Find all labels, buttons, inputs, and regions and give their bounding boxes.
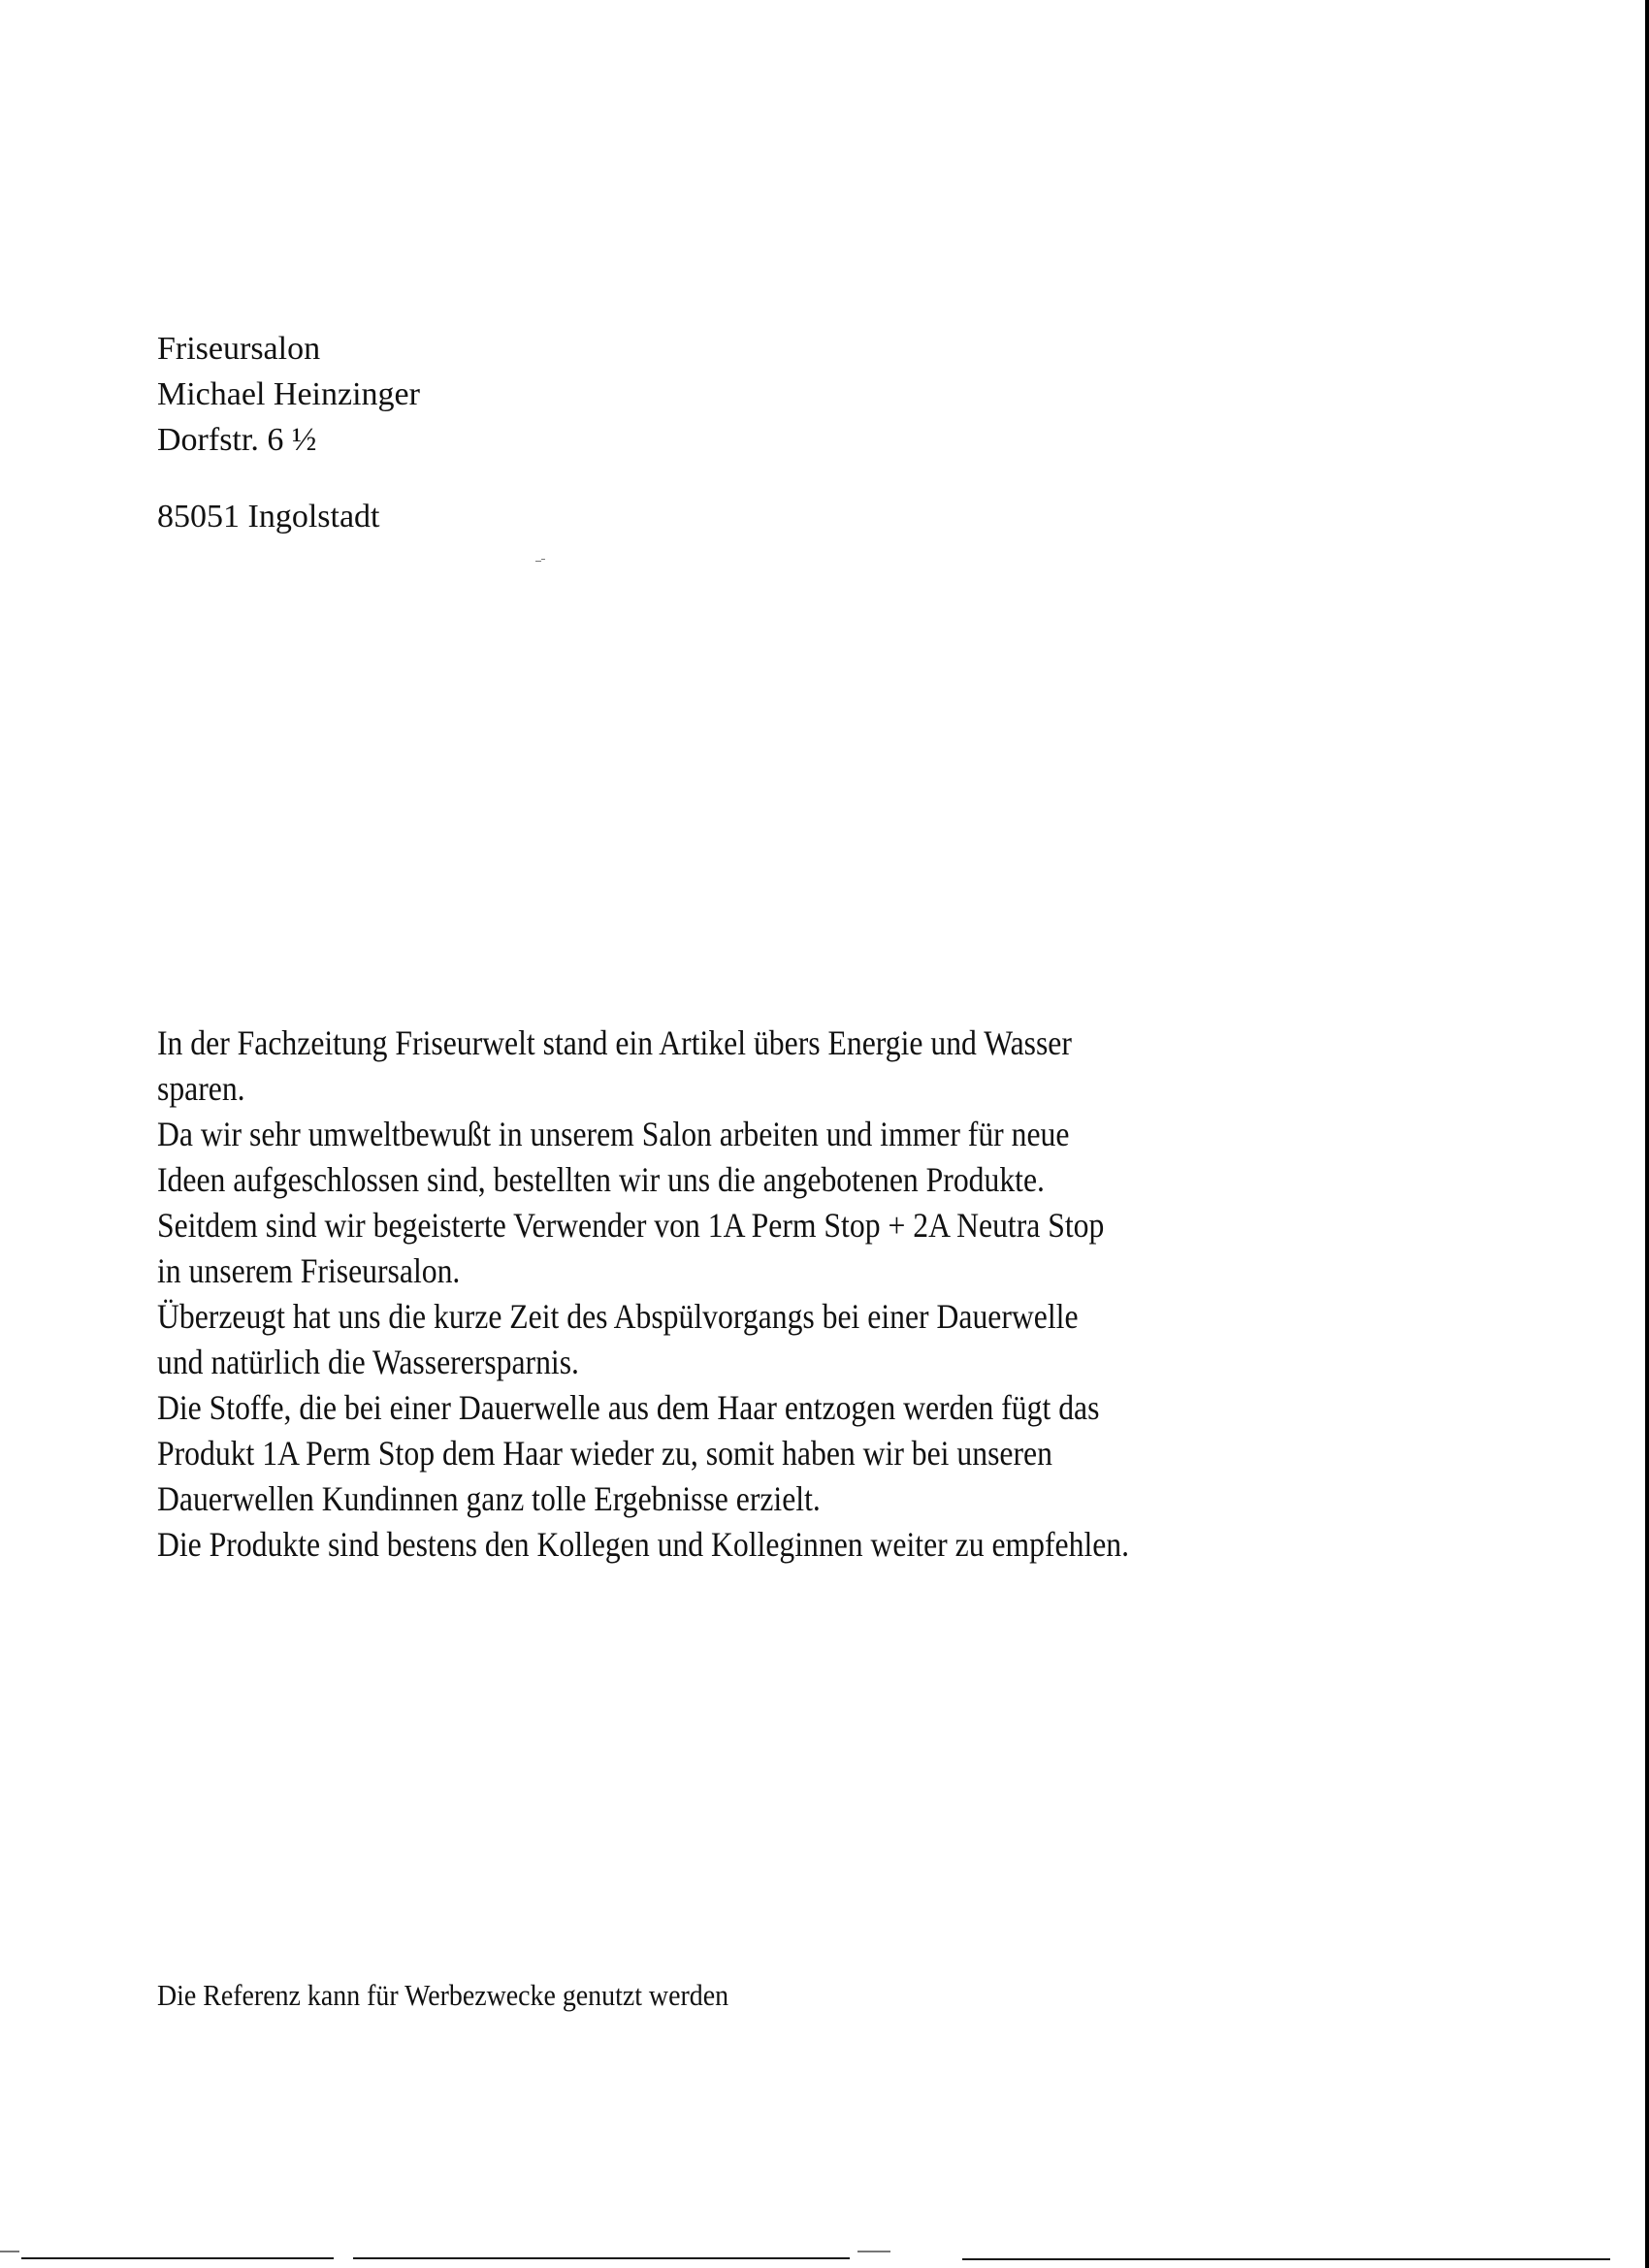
scan-speck	[541, 559, 545, 560]
address-line-owner: Michael Heinzinger	[157, 376, 420, 412]
scan-artifact-line	[21, 2257, 334, 2259]
scan-speck	[0, 2251, 19, 2252]
body-line: Dauerwellen Kundinnen ganz tolle Ergebnisse erzielt.	[157, 1479, 821, 1518]
body-line: Die Produkte sind bestens den Kollegen und Kolleginnen weiter zu empfehlen.	[157, 1525, 1130, 1564]
footer-note: Die Referenz kann für Werbezwecke genutzt werden	[157, 1978, 729, 2012]
scan-artifact-line	[353, 2257, 850, 2259]
body-line: In der Fachzeitung Friseurwelt stand ein Artikel übers Energie und Wasser	[157, 1023, 1072, 1062]
body-line: und natürlich die Wasserersparnis.	[157, 1343, 579, 1381]
address-spacer	[157, 463, 420, 494]
body-line: Ideen aufgeschlossen sind, bestellten wir uns die angebotenen Produkte.	[157, 1160, 1045, 1199]
letter-body	[157, 1021, 1540, 1568]
body-line: Seitdem sind wir begeisterte Verwender von 1A Perm Stop + 2A Neutra Stop	[157, 1206, 1105, 1245]
body-line: sparen.	[157, 1069, 245, 1108]
body-line: Überzeugt hat uns die kurze Zeit des Abspülvorgangs bei einer Dauerwelle	[157, 1297, 1079, 1336]
address-line-street: Dorfstr. 6 ½	[157, 422, 317, 458]
scan-speck	[535, 561, 541, 562]
scan-edge-border	[1645, 0, 1649, 2268]
body-line: Da wir sehr umweltbewußt in unserem Salon arbeiten und immer für neue	[157, 1115, 1070, 1153]
body-line: in unserem Friseursalon.	[157, 1251, 461, 1290]
address-line-salon: Friseursalon	[157, 331, 321, 367]
scan-artifact-line	[962, 2258, 1610, 2260]
body-line: Produkt 1A Perm Stop dem Haar wieder zu, somit haben wir bei unseren	[157, 1434, 1052, 1473]
sender-address-block	[157, 326, 420, 539]
address-line-city: 85051 Ingolstadt	[157, 499, 380, 535]
body-line: Die Stoffe, die bei einer Dauerwelle aus dem Haar entzogen werden fügt das	[157, 1388, 1100, 1427]
scan-speck	[857, 2251, 890, 2252]
